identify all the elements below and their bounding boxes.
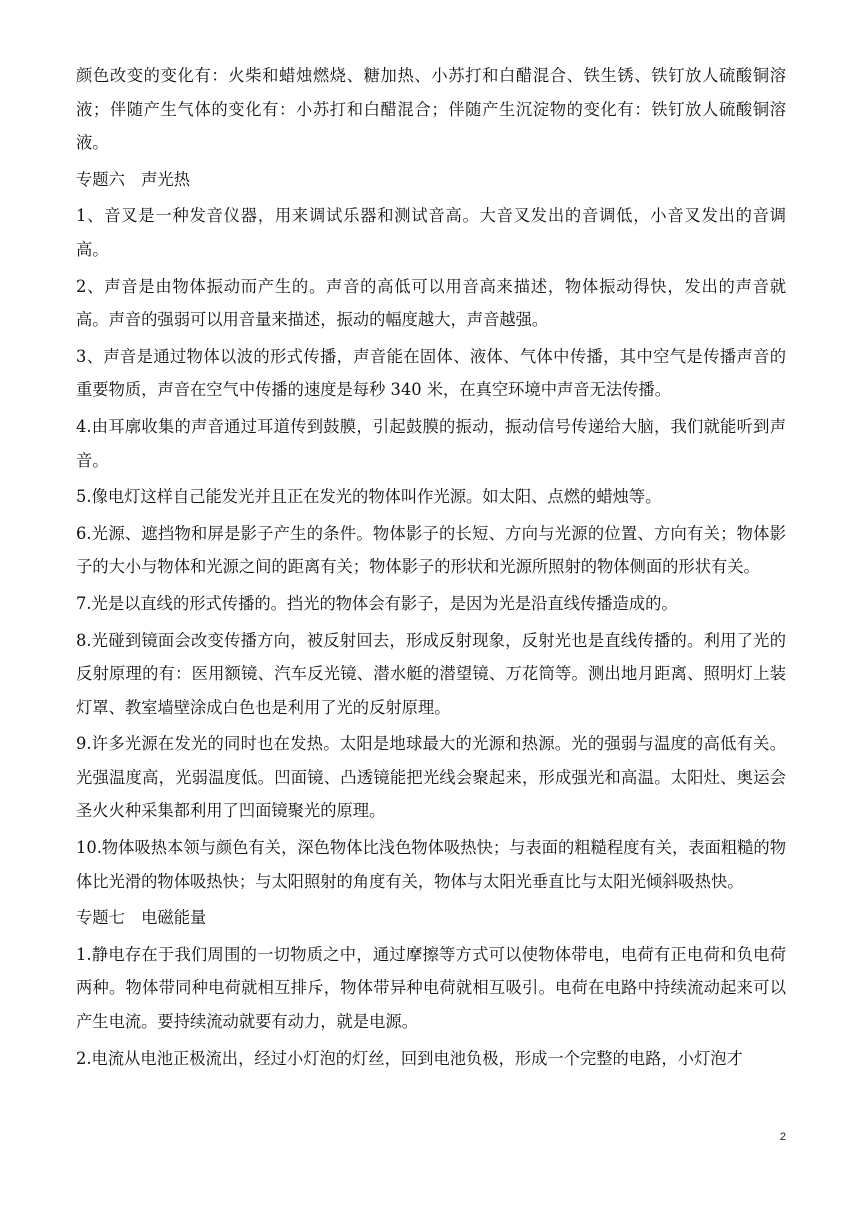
paragraph: 7.光是以直线的形式传播的。挡光的物体会有影子，是因为光是沿直线传播造成的。 [76,593,678,613]
section-heading: 专题七 电磁能量 [76,908,207,928]
paragraph: 8.光碰到镜面会改变传播方向，被反射回去，形成反射现象，反射光也是直线传播的。利用了光的反射原理的有：医用额镜、汽车反光镜、潜水艇的潜望镜、万花筒等。测出地月距离、照明灯上装灯罩、教室墙壁涂成白色也是利用了光的反射原理。 [76,630,786,717]
paragraph: 9.许多光源在发光的同时也在发热。太阳是地球最大的光源和热源。光的强弱与温度的高低有关。光强温度高，光弱温度低。凹面镜、凸透镜能把光线会聚起来，形成强光和高温。太阳灶、奥运会圣火火种采集都利用了凹面镜聚光的原理。 [76,734,786,821]
paragraph: 2、声音是由物体振动而产生的。声音的高低可以用音高来描述，物体振动得快，发出的声音就高。声音的强弱可以用音量来描述，振动的幅度越大，声音越强。 [76,276,786,330]
paragraph: 颜色改变的变化有：火柴和蜡烛燃烧、糖加热、小苏打和白醋混合、铁生锈、铁钉放人硫酸铜溶液；伴随产生气体的变化有：小苏打和白醋混合；伴随产生沉淀物的变化有：铁钉放人硫酸铜溶液。 [76,66,786,153]
paragraph: 10.物体吸热本领与颜色有关，深色物体比浅色物体吸热快；与表面的粗糙程度有关，表面粗糙的物体比光滑的物体吸热快；与太阳照射的角度有关，物体与太阳光垂直比与太阳光倾斜吸热快。 [76,838,786,891]
paragraph: 4.由耳廓收集的声音通过耳道传到鼓膜，引起鼓膜的振动，振动信号传递给大脑，我们就能听到声音。 [76,416,786,470]
document-body [76,59,786,1078]
paragraph: 3、声音是通过物体以波的形式传播，声音能在固体、液体、气体中传播，其中空气是传播声音的重要物质，声音在空气中传播的速度是每秒 340 米，在真空环境中声音无法传播。 [76,346,786,400]
section-heading: 专题六 声光热 [76,169,190,189]
paragraph: 1、音叉是一种发音仪器，用来调试乐器和测试音高。大音叉发出的音调低，小音叉发出的音调高。 [76,206,786,259]
paragraph: 1.静电存在于我们周围的一切物质之中，通过摩擦等方式可以使物体带电，电荷有正电荷和负电荷两种。物体带同种电荷就相互排斥，物体带异种电荷就相互吸引。电荷在电路中持续流动起来可以产生电流。要持续流动就要有动力，就是电源。 [76,944,786,1032]
paragraph: 5.像电灯这样自己能发光并且正在发光的物体叫作光源。如太阳、点燃的蜡烛等。 [76,487,662,507]
paragraph: 6.光源、遮挡物和屏是影子产生的条件。物体影子的长短、方向与光源的位置、方向有关；物体影子的大小与物体和光源之间的距离有关；物体影子的形状和光源所照射的物体侧面的形状有关。 [76,523,786,577]
paragraph: 2.电流从电池正极流出，经过小灯泡的灯丝，回到电池负极，形成一个完整的电路，小灯泡才 [76,1048,743,1068]
page-number: 2 [779,1131,786,1143]
